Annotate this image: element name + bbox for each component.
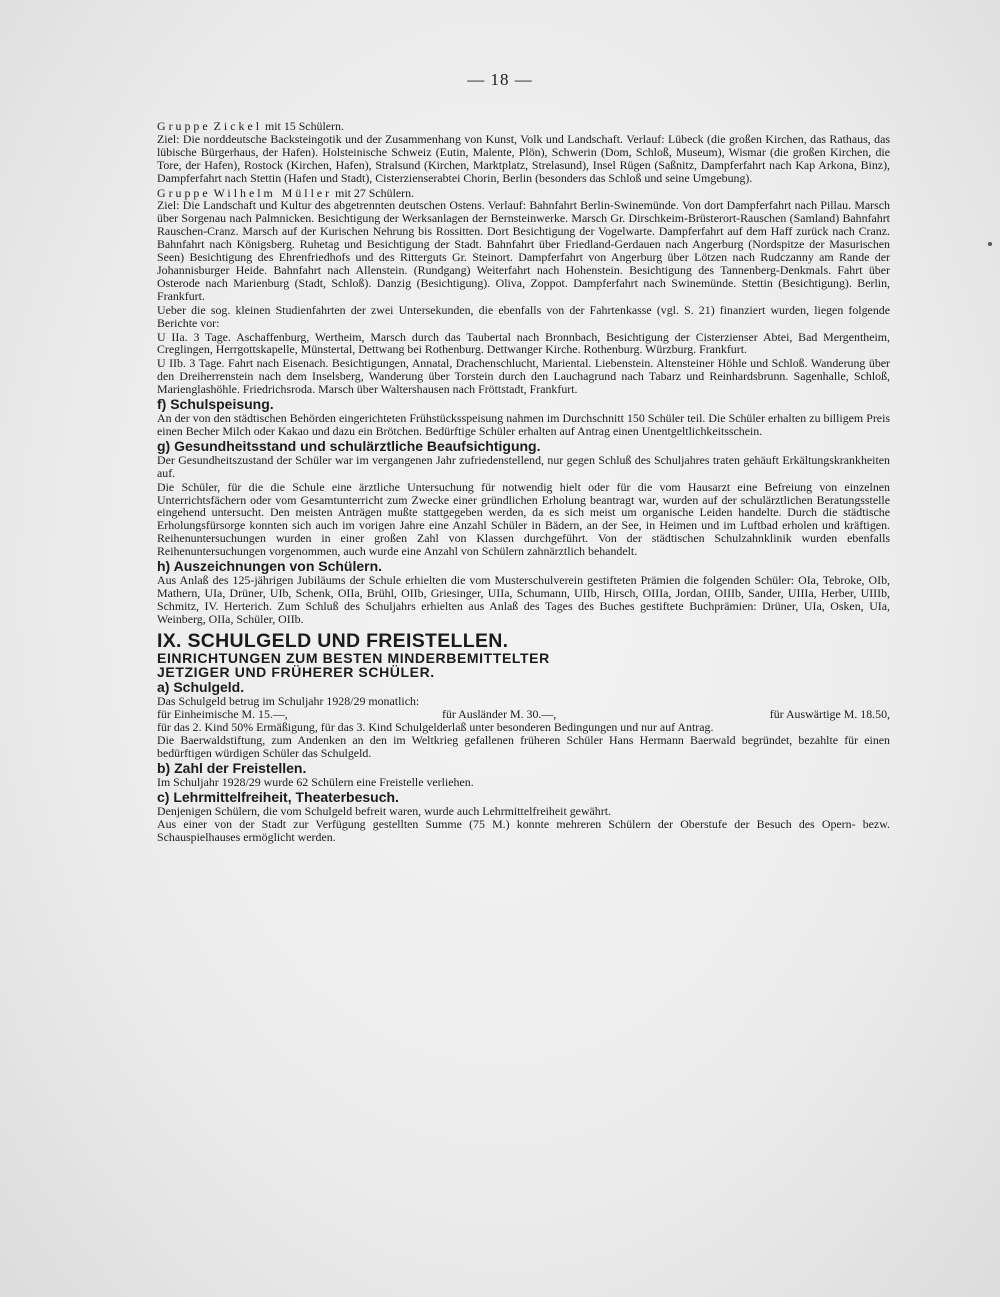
- section-a-foundation: Die Baerwaldstiftung, zum Andenken an den im Weltkrieg gefallenen früheren Schüler Hans Hermann Baerwald begründet, bezahlte für einen bedürftigen würdigen Schüler das Schulgeld.: [157, 733, 890, 761]
- chapter-ix-subtitle-1: EINRICHTUNGEN ZUM BESTEN MINDERBEMITTELTER: [157, 649, 550, 666]
- page-content: [157, 118, 890, 845]
- section-c-text-2: Aus einer von der Stadt zur Verfügung gestellten Summe (75 M.) konnte mehreren Schülern der Oberstufe der Besuch des Opern- bezw. Schauspielhauses ermöglicht werden.: [157, 817, 890, 844]
- section-f-heading: f) Schulspeisung.: [157, 396, 274, 413]
- group-label: Gruppe: [157, 185, 211, 200]
- group-size: mit 27 Schülern.: [332, 185, 415, 200]
- trip-uiib: U IIb. 3 Tage. Fahrt nach Eisenach. Besichtigungen, Annatal, Drachenschlucht, Mariental. Liebenstein. Altensteiner Höhle und Schloß. Wanderung über den Dreiherrenstein nach dem Inselsberg, Wanderung über Torstein durch den Lauchagrund nach Tabarz und Reinhardsbrunn. Sagenhalle, Schloß, Marienglashöhle. Friedrichsroda. Marsch über Waltershausen nach Fröttstadt, Frankfurt.: [157, 356, 890, 397]
- group-label: Gruppe: [157, 119, 211, 133]
- section-c-heading: c) Lehrmittelfreiheit, Theaterbesuch.: [157, 789, 399, 806]
- group-size: mit 15 Schülern.: [262, 119, 344, 133]
- section-b-heading: b) Zahl der Freistellen.: [157, 760, 307, 777]
- fee-row: [157, 708, 890, 721]
- fee-locals: für Einheimische M. 15.—,: [157, 706, 288, 721]
- section-f-text: An der von den städtischen Behörden eingerichteten Frühstücksspeisung nahmen im Durchschnitt 150 Schüler teil. Die Schüler erhalten zu billigem Preis einen Becher Milch oder Kakao und dazu ein Brötchen. Bedürftige Schüler erhalten auf Antrag einen Unentgeltlichkeitsschein.: [157, 411, 890, 438]
- section-a-discount: für das 2. Kind 50% Ermäßigung, für das 3. Kind Schulgelderlaß unter besonderen Bedingungen und nur auf Antrag.: [157, 719, 714, 734]
- section-h-text: Aus Anlaß des 125-jährigen Jubiläums der Schule erhielten die vom Musterschulverein gestifteten Prämien die folgenden Schüler: OIa, Tebroke, OIb, Mathern, UIa, Drüner, UIb, Schenk, OIIa, Brühl, OIIb, Griesinger, UIIa, Schumann, UIIb, Hirsch, OIIIa, Jordan, OIIIb, Sander, UIIIa, Herber, UIIIb, Schmitz, IV. Herterich. Zum Schluß des Schuljahrs erhielten aus Anlaß des Tages des Buches gestiftete Buchprämien: Drüner, UIa, Osken, UIa, Weinberg, OIIa, Schüler, OIIb.: [157, 573, 890, 626]
- page-number: — 18 —: [467, 70, 533, 89]
- margin-mark: [988, 242, 992, 246]
- group1-text: Ziel: Die norddeutsche Backsteingotik und der Zusammenhang von Kunst, Volk und Landschaft. Verlauf: Lübeck (die großen Kirchen, das Rathaus, das lübische Bürgerhaus, der Hafen). Holsteinische Schweiz (Eutin, Malente, Plön), Schwerin (Dom, Schloß, Museum), Wismar (die großen Kirchen, die Tore, der Hafen), Rostock (Kirchen, Hafen), Stralsund (Kirchen, Marktplatz, Strelasund), Insel Rügen (Saßnitz, Dampferfahrt nach Kap Arkona, Binz), Dampferfahrt nach Stettin (Hafen und Stadt), Cisterzienserabtei Chorin, Berlin (besonders das Schloß und seine Umgebung).: [157, 131, 890, 185]
- small-trips-intro: Ueber die sog. kleinen Studienfahrten der zwei Untersekunden, die ebenfalls von der Fahrtenkasse (vgl. S. 21) finanziert wurden, liegen folgende Berichte vor:: [157, 302, 890, 330]
- section-b-text: Im Schuljahr 1928/29 wurde 62 Schülern eine Freistelle verliehen.: [157, 775, 474, 790]
- section-h-heading: h) Auszeichnungen von Schülern.: [157, 558, 383, 575]
- section-g-text-1: Der Gesundheitszustand der Schüler war im vergangenen Jahr zufriedenstellend, nur gegen Schluß des Schuljahres traten gehäuft Erkältungskrankheiten auf.: [157, 452, 890, 480]
- trip-uiia: U IIa. 3 Tage. Aschaffenburg, Wertheim, Marsch durch das Taubertal nach Bronnbach, Besichtigung der Cisterzienser Abtei, Bad Mergentheim, Creglingen, Herrgottskapelle, Münstertal, Dettwang bei Rothenburg. Dettwanger Kirche. Rothenburg. Würzburg. Frankfurt.: [157, 329, 890, 357]
- group2-text: Ziel: Die Landschaft und Kultur des abgetrennten deutschen Ostens. Verlauf: Bahnfahrt Berlin-Swinemünde. Von dort Dampferfahrt nach Pillau. Marsch über Sorgenau nach Palmnicken. Besichtigung der Werksanlagen der Bernsteinwerke. Marsch Gr. Dirschkeim-Brüsterort-Rauschen (Samland) Bahnfahrt Rauschen-Cranz. Marsch auf der Kurischen Nehrung bis Rossitten. Dort Besichtigung der Vogelwarte. Dampferfahrt auf dem Haff zurück nach Cranz. Bahnfahrt nach Königsberg. Ruhetag und Besichtigung der Stadt. Bahnfahrt über Friedland-Gerdauen nach Angerburg (Nordspitze der Masurischen Seen) Besichtigung des Ehrenfriedhofs und des Ritterguts Gr. Steinort. Dampferfahrt von Angerburg über Lötzen nach Rudczanny am Rande der Johannisburger Heide. Bahnfahrt nach Allenstein. (Rundgang) Weiterfahrt nach Hohenstein. Besichtigung des Tannenberg-Denkmals. Fahrt über Osterode nach Marienburg (Stadt, Schloß). Danzig (Besichtigung). Oliva, Zoppot. Dampferfahrt nach Swinemünde. Stettin (Besichtigung). Berlin, Frankfurt.: [157, 198, 890, 303]
- fee-foreigners: für Ausländer M. 30.—,: [442, 706, 557, 721]
- group1-heading: [157, 120, 890, 133]
- group-leader-name: Wilhelm Müller: [213, 185, 333, 200]
- section-a-heading: a) Schulgeld.: [157, 678, 245, 695]
- chapter-ix-subtitle-2: JETZIGER UND FRÜHERER SCHÜLER.: [157, 663, 435, 680]
- section-a-intro: Das Schulgeld betrug im Schuljahr 1928/29 monatlich:: [157, 693, 420, 708]
- section-c-text-1: Denjenigen Schülern, die vom Schulgeld befreit waren, wurde auch Lehrmittelfreiheit gewährt.: [157, 804, 611, 819]
- section-g-text-2: Die Schüler, für die die Schule eine ärztliche Untersuchung für notwendig hielt oder für die vom Hausarzt eine Befreiung von einzelnen Unterrichtsfächern oder vom Gesamtunterricht zum Zwecke einer gründlichen Erholung beantragt war, wurden auf der schulärztlichen Beratungsstelle eingehend untersucht. Den meisten Anträgen mußte stattgegeben werden, da es sich meist um organische Leiden handelte. Durch die städtische Erholungsfürsorge konnten sich auch im vorigen Jahre eine Anzahl Schüler in Bädern, an der See, in Heimen und im Luftbad erholen und kräftigen. Reihenuntersuchungen wurden in einer großen Zahl von Klassen durchgeführt. Von der städtischen Schulzahnklinik wurden ebenfalls Reihenuntersuchungen vorgenommen, auch wurde eine Anzahl von Schülern zahnärztlich behandelt.: [157, 479, 890, 559]
- chapter-ix-title: IX. SCHULGELD UND FREISTELLEN.: [157, 629, 509, 652]
- section-g-heading: g) Gesundheitsstand und schulärztliche Beaufsichtigung.: [157, 437, 541, 454]
- group-leader-name: Zickel: [213, 119, 263, 133]
- fee-external: für Auswärtige M. 18.50,: [769, 706, 890, 721]
